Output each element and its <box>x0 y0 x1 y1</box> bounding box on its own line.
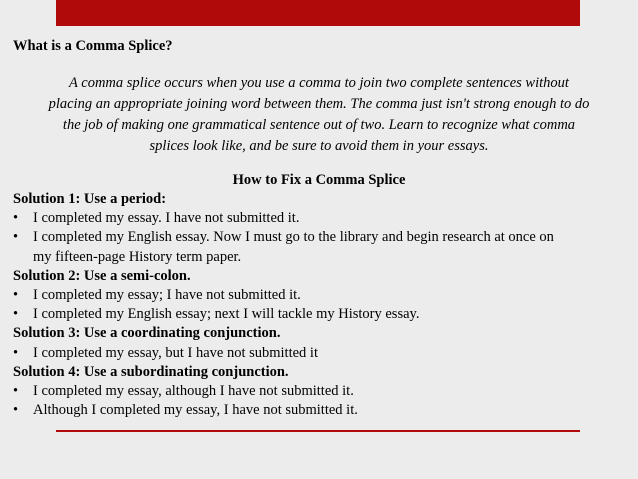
intro-line: splices look like, and be sure to avoid them in your essays. <box>149 138 489 154</box>
bottom-divider <box>56 430 580 432</box>
bullet-icon: • <box>13 402 19 419</box>
solution-heading: Solution 4: Use a subordinating conjunction. <box>13 363 289 380</box>
list-item <box>13 228 633 266</box>
solutions-list <box>13 190 633 420</box>
list-item-line: I completed my English essay. Now I must go to the library and begin research at once on <box>33 229 554 246</box>
top-accent-bar <box>56 0 580 26</box>
list-item-line: I completed my essay; I have not submitted it. <box>33 287 301 304</box>
intro-line: A comma splice occurs when you use a comma to join two complete sentences without <box>69 75 569 91</box>
list-item <box>13 209 633 228</box>
list-item-line: I completed my essay, although I have not submitted it. <box>33 383 354 400</box>
intro-line: the job of making one grammatical sentence out of two. Learn to recognize what comma <box>62 117 576 133</box>
list-item <box>13 382 633 401</box>
list-item-line: my fifteen-page History term paper. <box>33 248 242 265</box>
list-item-text <box>33 209 633 228</box>
list-item-text <box>33 228 633 266</box>
bullet-icon: • <box>13 229 19 246</box>
bullet-icon: • <box>13 210 19 227</box>
intro-line: placing an appropriate joining word between them. The comma just isn't strong enough to do <box>48 96 590 112</box>
solution-heading: Solution 1: Use a period: <box>13 191 167 207</box>
list-item-text <box>33 344 633 363</box>
list-item-line: Although I completed my essay, I have not submitted it. <box>33 402 358 419</box>
bullet-icon: • <box>13 383 19 400</box>
list-item-line: I completed my essay. I have not submitted it. <box>33 210 300 227</box>
list-item-text <box>33 401 633 420</box>
section-heading: How to Fix a Comma Splice <box>232 172 406 188</box>
list-item-line: I completed my English essay; next I will tackle my History essay. <box>33 306 420 323</box>
solution-heading: Solution 3: Use a coordinating conjunction. <box>13 325 281 342</box>
solution-heading: Solution 2: Use a semi-colon. <box>13 267 191 284</box>
list-item-text <box>33 305 633 324</box>
list-item <box>13 286 633 305</box>
list-item-text <box>33 382 633 401</box>
page-title: What is a Comma Splice? <box>13 38 173 54</box>
list-item-line: I completed my essay, but I have not submitted it <box>33 344 318 361</box>
bullet-icon: • <box>13 306 19 323</box>
bullet-icon: • <box>13 287 19 304</box>
list-item-text <box>33 286 633 305</box>
bullet-icon: • <box>13 344 19 361</box>
list-item <box>13 401 633 420</box>
list-item <box>13 344 633 363</box>
intro-paragraph <box>6 73 632 157</box>
list-item <box>13 305 633 324</box>
